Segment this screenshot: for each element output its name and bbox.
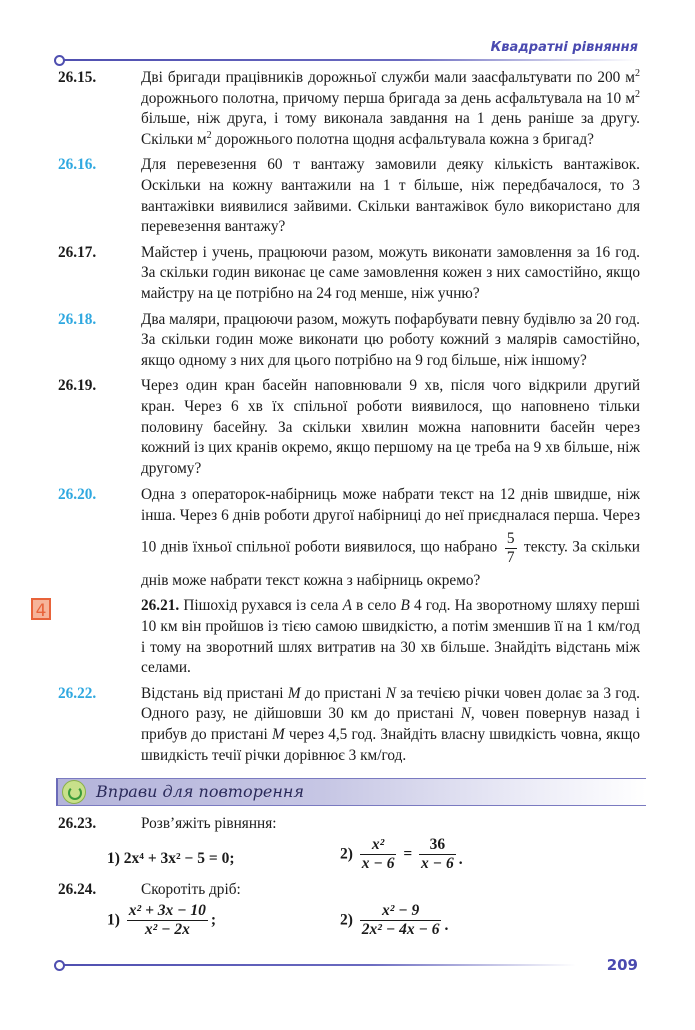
exercise-text: Одна з операторок-набірниць може набрати текст на 12 днів швидше, ніж інша. Через 6 днів роботи другої набірниці до неї приєдналася перша. Через 10 днів їхньої спільної роботи виявилося, що набрано $\frac{5}{7}$ тексту. За скільки днів може набрати текст кожна з набірниць окремо? — [141, 486, 640, 590]
exercise-26-21 — [58, 596, 640, 678]
fraction: $\frac{36}{x - 6}$ — [421, 836, 454, 872]
fraction: $\frac{\text{x² − 9}}{\text{2x² − 4x − 6}}$ — [361, 902, 440, 938]
page-number: 209 — [606, 956, 638, 974]
footer-rule — [56, 964, 576, 966]
exercise-text: Для перевезення 60 т вантажу замовили деяку кількість вантажівок. Оскільки на кожну вантажили на 1 т більше, ніж передбачалося, то 3 вантажівки виявилися зайвими. Скільки вантажівок було використано для перевезення вантажу? — [141, 156, 640, 236]
exercise-number: 26.22. — [58, 684, 97, 702]
difficulty-level-badge: 4 — [31, 598, 51, 620]
refresh-cycle-icon — [62, 780, 86, 804]
exercise-number: 26.20. — [58, 486, 97, 504]
review-section-title: Вправи для повторення — [96, 782, 304, 801]
exercise-26-23 — [58, 815, 640, 833]
exercise-number: 26.24. — [58, 881, 97, 898]
exercise-26-16 — [58, 155, 640, 237]
exercise-text: Майстер і учень, працюючи разом, можуть виконати замовлення за 16 год. За скільки годин виконає це саме замовлення кожен з них самостійно, якщо майстру на це потрібно на 24 год менше, ніж учню? — [141, 243, 640, 302]
exercise-text: Пішохід рухався із села A в село B 4 год. На зворотному шляху перші 10 км він пройшов із тією самою швидкістю, а потім зменшив її на 1 км/год і тому на зворотний шлях витратив на 30 хв більше. Знайдіть відстань між селами. — [141, 597, 640, 677]
exercise-26-20 — [58, 484, 640, 591]
exercise-26-24 — [58, 881, 640, 899]
exercise-text: Два маляри, працюючи разом, можуть пофарбувати певну будівлю за 20 год. За скільки годин може виконати цю роботу кожний з малярів самостійно, якщо одному з них для цього потрібно на 9 год більше, ніж іншому? — [141, 310, 640, 369]
fraction: $\frac{\text{x²}}{x - 6}$ — [361, 836, 395, 872]
exercise-prompt: Скоротіть дріб: — [141, 881, 241, 898]
exercise-number: 26.17. — [58, 243, 97, 261]
exercise-text: Через один кран басейн наповнювали 9 хв, після чого відкрили другий кран. Через 6 хв їх спільної роботи виявилося, що наповнено тільки половину басейну. За скільки хвилин можна наповнити басейн через кожний із цих кранів окремо, якщо першому на це треба на 9 хв більше, ніж другому? — [141, 377, 640, 477]
exercise-number: 26.18. — [58, 310, 97, 328]
fraction: $\frac{5}{7}$ — [506, 530, 515, 566]
exercise-26-19 — [58, 376, 640, 479]
exercise-prompt: Розв’яжіть рівняння: — [141, 815, 277, 832]
exercise-number: 26.15. — [58, 69, 97, 86]
fraction: $\frac{\text{x² + 3x − 10}}{\text{x² − 2x}}$ — [128, 902, 206, 938]
exercise-26-15 — [58, 68, 640, 150]
equation-2: 2) $\frac{\text{x²}}{x - 6}$ = $\frac{36}{x - 6}$ . — [340, 836, 463, 872]
exercise-text: Відстань від пристані M до пристані N за течією річки човен долає за 3 год. Одного разу, не дійшовши 30 км до пристані N, човен повернув назад і прибув до пристані M через 4,5 год. Знайдіть власну швидкість човна, якщо швидкість течії річки дорівнює 3 км/год. — [141, 684, 641, 764]
exercise-number: 26.19. — [58, 377, 97, 395]
chapter-title: Квадратні рівняння — [490, 40, 638, 55]
exercise-26-18 — [58, 310, 640, 372]
footer-rule-dot — [54, 960, 65, 971]
equation-1: 1) 2x⁴ + 3x² − 5 = 0; — [107, 850, 235, 867]
exercise-26-17 — [58, 243, 640, 305]
exercise-number: 26.16. — [58, 156, 97, 174]
exercise-number: 26.21. — [141, 597, 180, 615]
fraction-2: 2) $\frac{\text{x² − 9}}{\text{2x² − 4x − 6}}$ . — [340, 902, 449, 938]
exercise-number: 26.23. — [58, 815, 97, 832]
exercise-text: Дві бригади працівників дорожньої служби мали заасфальтувати по 200 $м^2$ дорожнього полотна, причому перша бригада за день асфальтувала на 10 $м^2$ більше, ніж друга, і тому виконала завдання на 1 день раніше за другу. Скільки $м^2$ дорожнього полотна щодня асфальтувала кожна з бригад? — [141, 68, 640, 148]
header-rule-dot — [54, 55, 65, 66]
fraction-1: 1) $\frac{\text{x² + 3x − 10}}{\text{x² − 2x}}$ ; — [107, 902, 217, 938]
exercise-list — [58, 68, 640, 771]
header-rule — [56, 59, 638, 61]
review-section-banner — [56, 778, 646, 806]
exercise-26-22 — [58, 684, 640, 766]
